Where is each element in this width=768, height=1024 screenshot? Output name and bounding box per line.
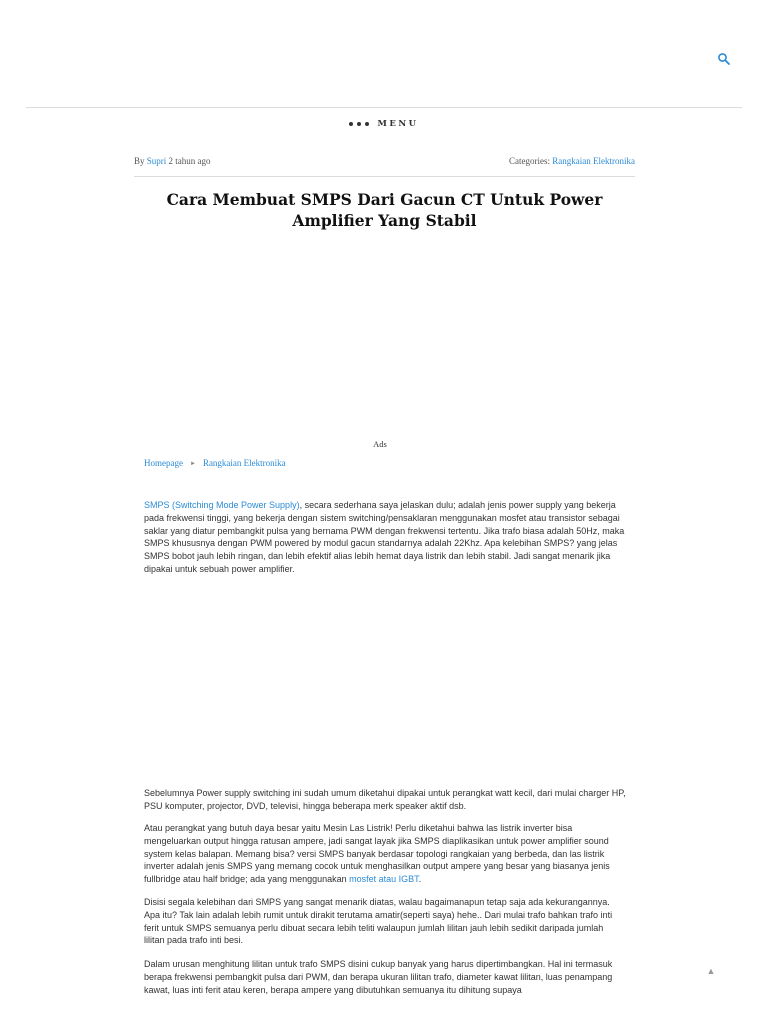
- category-link[interactable]: Rangkaian Elektronika: [552, 156, 635, 166]
- post-meta: [134, 156, 635, 168]
- article-paragraph-3: [144, 822, 626, 886]
- byline-prefix: By: [134, 156, 145, 166]
- menu-toggle[interactable]: [0, 117, 768, 131]
- breadcrumb: [144, 458, 286, 468]
- back-to-top-icon[interactable]: ▲: [706, 966, 716, 976]
- post-date: 2 tahun ago: [168, 156, 211, 166]
- breadcrumb-home[interactable]: Homepage: [144, 458, 183, 468]
- article-paragraph-2: Sebelumnya Power supply switching ini sudah umum diketahui dipakai untuk perangkat watt kecil, dari mulai charger HP, PSU komputer, projector, DVD, televisi, hingga beberapa merk speaker aktif dsb.: [144, 788, 626, 811]
- breadcrumb-separator-icon: ►: [189, 461, 196, 467]
- menu-label: MENU: [377, 119, 419, 129]
- header-divider: [26, 107, 742, 108]
- meta-divider: [134, 176, 635, 177]
- categories-label: Categories:: [509, 156, 551, 166]
- article-paragraph-1: [144, 499, 626, 576]
- article-paragraph-5: Dalam urusan menghitung lilitan untuk trafo SMPS disini cukup banyak yang harus dipertimbangkan. Hal ini termasuk berapa frekwensi pembangkit pulsa dari PWM, dan berapa ukuran lilitan trafo, diameter kawat lilitan, luas penampang kawat, luas inti ferit atau keren, berapa ampere yang dibutuhkan semuanya itu dihitung supaya: [144, 959, 613, 995]
- mosfet-igbt-link[interactable]: mosfet atau IGBT: [349, 874, 419, 885]
- paragraph-1-text: , secara sederhana saya jelaskan dulu; adalah jenis power supply yang bekerja pada frekwensi tinggi, yang bekerja dengan sistem switching/pensaklaran menggunakan mosfet atau transistor sebagai saklar yang diatur pembangkit pulsa yang bernama PWM dengan frekwensi tertentu. Jika trafo biasa adalah 50Hz, maka SMPS khususnya dengan PWM powered by modul gacun standarnya adalah 22Khz. Apa kelebihan SMPS? yang jelas SMPS bobot jauh lebih ringan, dan lebih efektif alias lebih hemat daya listrik dan lebih stabil. Jadi sangat menarik jika dipakai untuk sebuah power amplifier.: [144, 500, 625, 574]
- search-icon: [716, 51, 732, 67]
- breadcrumb-category[interactable]: Rangkaian Elektronika: [202, 458, 286, 468]
- post-title: Cara Membuat SMPS Dari Gacun CT Untuk Power Amplifier Yang Stabil: [166, 190, 603, 230]
- article-paragraph-4: Disisi segala kelebihan dari SMPS yang sangat menarik diatas, walau bagaimanapun tetap saja ada kekurangannya. Apa itu? Tak lain adalah lebih rumit untuk dirakit terutama amatir(seperti saya) hehe.. Dari mulai trafo bahkan trafo inti ferit untuk SMPS semuanya perlu dibuat secara lebih teliti walaupun jumlah lilitan jauh lebih sedikit daripada jumlah lilitan pada trafo inti besi.: [144, 897, 613, 946]
- smps-link[interactable]: SMPS (Switching Mode Power Supply): [144, 500, 300, 510]
- paragraph-3-text: Atau perangkat yang butuh daya besar yaitu Mesin Las Listrik! Perlu diketahui bahwa las listrik inverter bisa mengeluarkan output hingga ratusan ampere, jadi sangat layak jika SMPS diaplikasikan untuk power amplifier sound system kelas balapan. Memang bisa? versi SMPS banyak berdasar topologi rangkaian yang berbeda, dan las listrik inverter adalah jenis SMPS yang memang cocok untuk menghasilkan output ampere yang besar yang biasanya jenis fullbridge atau half bridge; ada yang menggunakan: [144, 823, 610, 885]
- ads-label: Ads: [373, 439, 387, 449]
- author-link[interactable]: Supri: [146, 156, 167, 166]
- more-dots-icon: [349, 122, 369, 126]
- search-button[interactable]: [716, 51, 732, 67]
- paragraph-3-end: .: [418, 874, 422, 885]
